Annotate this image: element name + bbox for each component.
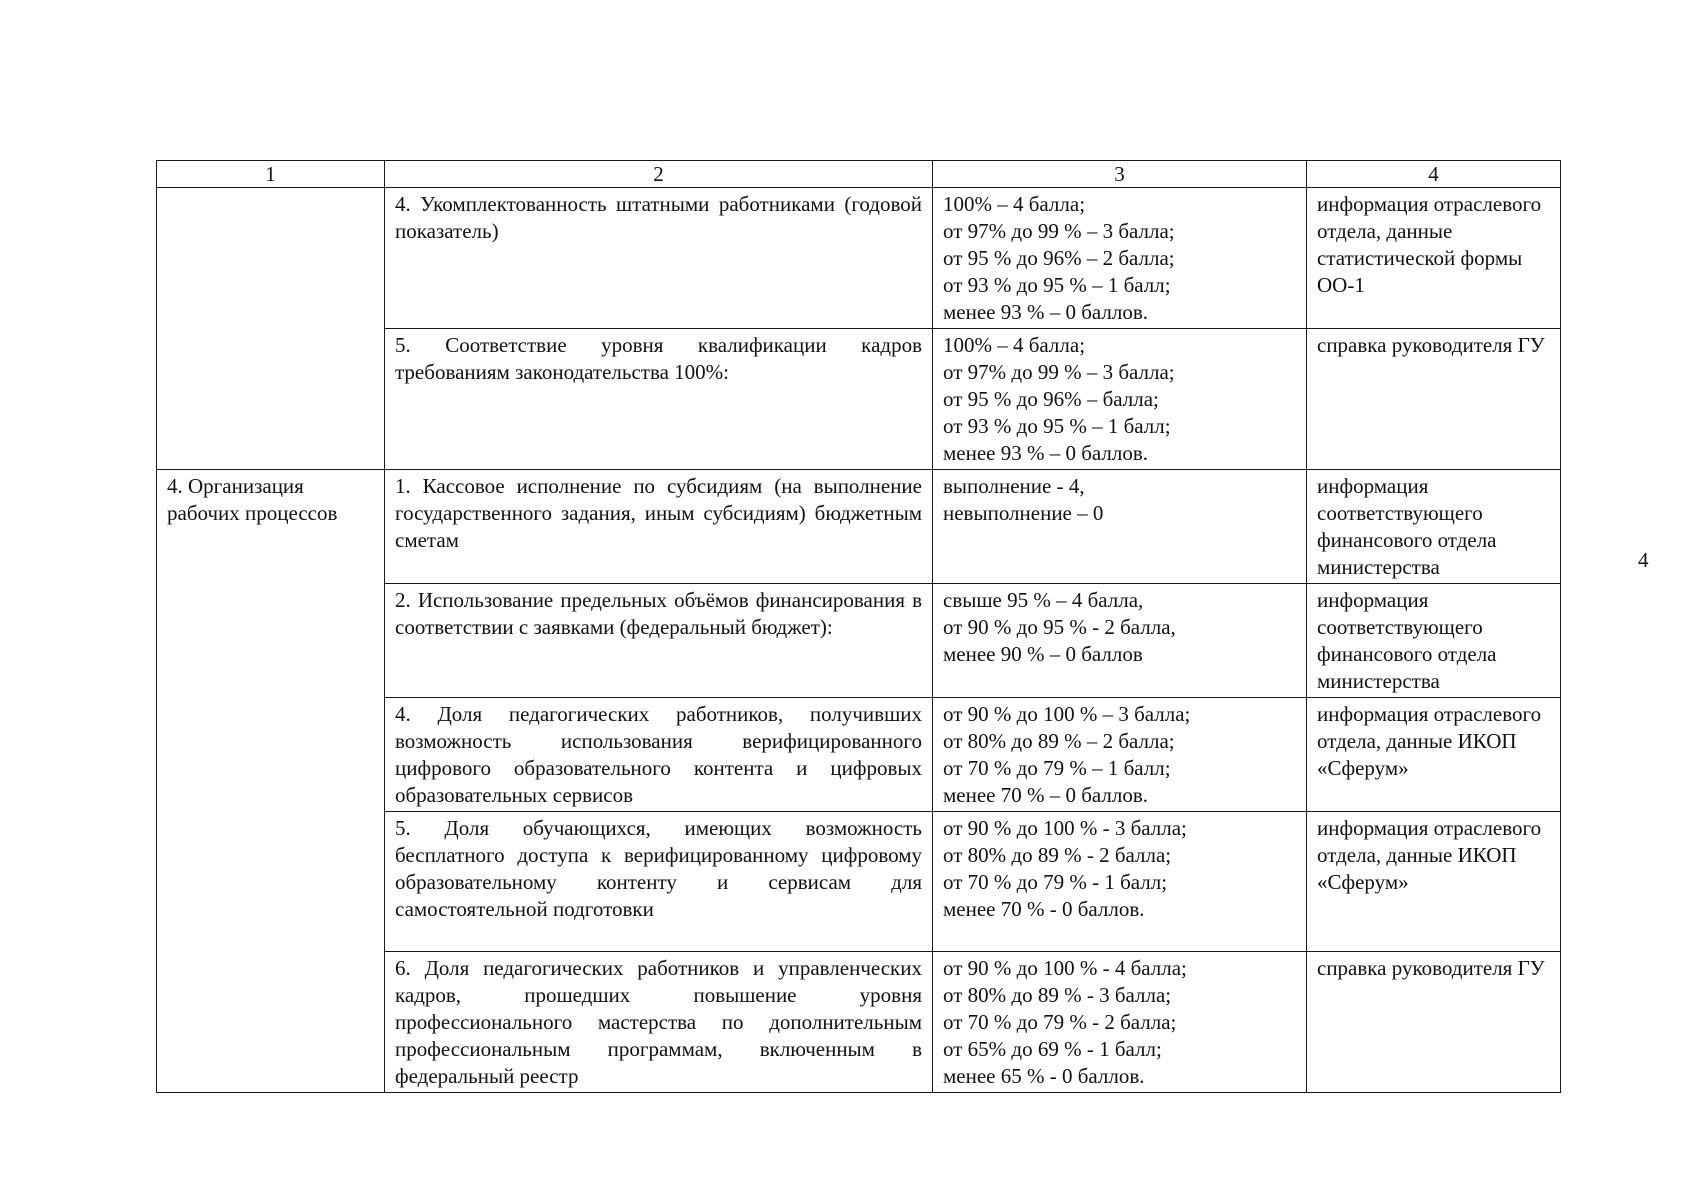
- criteria-line: от 93 % до 95 % – 1 балл;: [943, 414, 1171, 438]
- criteria-cell: [933, 952, 1307, 1093]
- criteria-line: менее 90 % – 0 баллов: [943, 642, 1143, 666]
- criteria-line: от 70 % до 79 % - 1 балл;: [943, 870, 1168, 894]
- table-row: [157, 188, 1561, 329]
- criteria-line: выполнение - 4,: [943, 474, 1085, 498]
- criteria-line: менее 70 % - 0 баллов.: [943, 897, 1145, 921]
- page-number: 4: [1638, 548, 1649, 572]
- source-cell: справка руководителя ГУ: [1307, 329, 1561, 470]
- criteria-line: от 95 % до 96% – 2 балла;: [943, 246, 1175, 270]
- indicator-cell: 4. Доля педагогических работников, получивших возможность использования верифицированного цифрового образовательного контента и цифровых образовательных сервисов: [385, 698, 933, 812]
- criteria-line: 100% – 4 балла;: [943, 192, 1086, 216]
- column-header-2: 2: [385, 161, 933, 188]
- criteria-line: от 90 % до 100 % – 3 балла;: [943, 702, 1191, 726]
- column-header-1: 1: [157, 161, 385, 188]
- indicator-cell: 5. Доля обучающихся, имеющих возможность бесплатного доступа к верифицированному цифровому образовательному контенту и сервисам для самостоятельной подготовки: [385, 812, 933, 952]
- criteria-cell: [933, 584, 1307, 698]
- source-cell: информация отраслевого отдела, данные статистической формы ОО-1: [1307, 188, 1561, 329]
- source-cell: информация отраслевого отдела, данные ИКОП «Сферум»: [1307, 812, 1561, 952]
- criteria-line: менее 93 % – 0 баллов.: [943, 300, 1149, 324]
- criteria-line: от 80% до 89 % - 3 балла;: [943, 983, 1172, 1007]
- source-cell: информация отраслевого отдела, данные ИКОП «Сферум»: [1307, 698, 1561, 812]
- criteria-line: от 97% до 99 % – 3 балла;: [943, 219, 1175, 243]
- criteria-line: менее 70 % – 0 баллов.: [943, 783, 1149, 807]
- criteria-cell: [933, 188, 1307, 329]
- column-header-4: 4: [1307, 161, 1561, 188]
- header-row: [157, 161, 1561, 188]
- column-header-3: 3: [933, 161, 1307, 188]
- criteria-cell: [933, 698, 1307, 812]
- criteria-line: от 97% до 99 % – 3 балла;: [943, 360, 1175, 384]
- source-cell: информация соответствующего финансового отдела министерства: [1307, 470, 1561, 584]
- indicator-cell: 1. Кассовое исполнение по субсидиям (на выполнение государственного задания, иным субсидиям) бюджетным сметам: [385, 470, 933, 584]
- indicator-cell: 5. Соответствие уровня квалификации кадров требованиям законодательства 100%:: [385, 329, 933, 470]
- criteria-line: от 95 % до 96% – балла;: [943, 387, 1159, 411]
- criteria-line: менее 65 % - 0 баллов.: [943, 1064, 1145, 1088]
- source-cell: информация соответствующего финансового отдела министерства: [1307, 584, 1561, 698]
- criteria-line: свыше 95 % – 4 балла,: [943, 588, 1144, 612]
- criteria-line: менее 93 % – 0 баллов.: [943, 441, 1149, 465]
- criteria-line: от 90 % до 100 % - 3 балла;: [943, 816, 1187, 840]
- criteria-line: от 90 % до 95 % - 2 балла,: [943, 615, 1176, 639]
- criteria-line: от 70 % до 79 % - 2 балла;: [943, 1010, 1177, 1034]
- criteria-line: 100% – 4 балла;: [943, 333, 1086, 357]
- criteria-line: невыполнение – 0: [943, 501, 1104, 525]
- criteria-line: от 90 % до 100 % - 4 балла;: [943, 956, 1187, 980]
- indicator-cell: 2. Использование предельных объёмов финансирования в соответствии с заявками (федеральный бюджет):: [385, 584, 933, 698]
- criteria-cell: [933, 470, 1307, 584]
- criteria-line: от 80% до 89 % – 2 балла;: [943, 729, 1175, 753]
- criteria-cell: [933, 812, 1307, 952]
- group-label-cell: 4. Организация рабочих процессов: [157, 470, 385, 1093]
- indicator-cell: 4. Укомплектованность штатными работниками (годовой показатель): [385, 188, 933, 329]
- criteria-line: от 93 % до 95 % – 1 балл;: [943, 273, 1171, 297]
- source-cell: справка руководителя ГУ: [1307, 952, 1561, 1093]
- criteria-cell: [933, 329, 1307, 470]
- indicator-cell: 6. Доля педагогических работников и управленческих кадров, прошедших повышение уровня профессионального мастерства по дополнительным профессиональным программам, включенным в федеральный реестр: [385, 952, 933, 1093]
- criteria-line: от 70 % до 79 % – 1 балл;: [943, 756, 1171, 780]
- criteria-line: от 65% до 69 % - 1 балл;: [943, 1037, 1162, 1061]
- criteria-line: от 80% до 89 % - 2 балла;: [943, 843, 1172, 867]
- criteria-table: [156, 160, 1561, 1093]
- empty-group-cell: [157, 188, 385, 470]
- table-row: [157, 470, 1561, 584]
